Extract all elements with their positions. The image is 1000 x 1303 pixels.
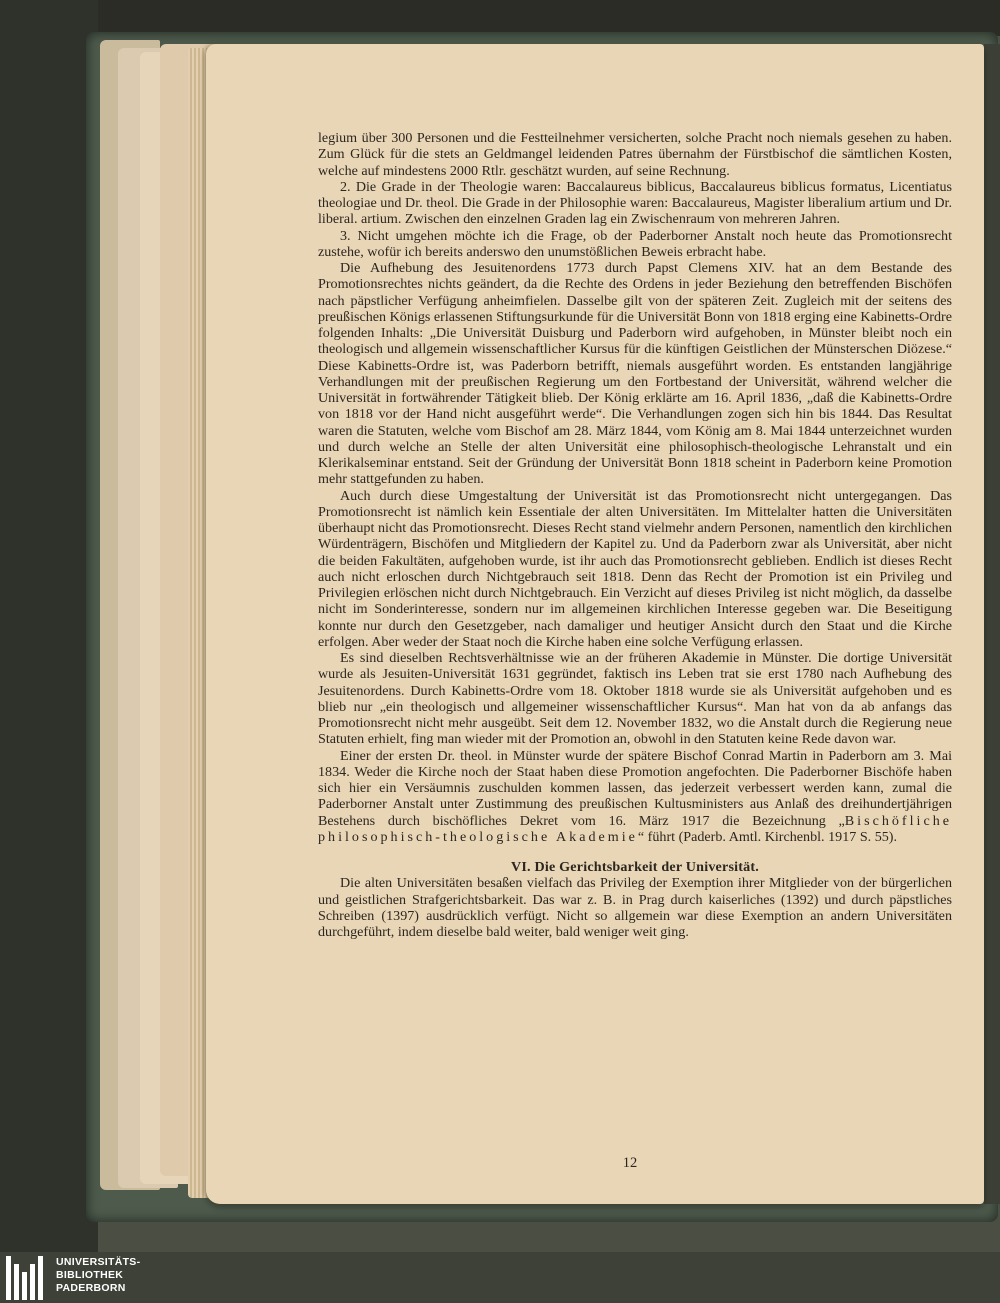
paragraph-text: Einer der ersten Dr. theol. in Münster wurde der spätere Bischof Conrad Martin in Paderborn am 3. Mai 1834. Weder die Kirche noch der Staat haben diese Promotion angefochten. Die Paderborner Bischöfe haben sich hier ein Versäumnis zuschulden kommen lassen, das jederzeit verbessert werden kann, zumal die Paderborner Anstalt unter Zustimmung des preußischen Kultusministers aus Anlaß des dreihundertjährigen Bestehens durch bischöfliches Dekret vom 16. März 1917 die Bezeichnung „ bbox=[318, 747, 952, 829]
section-heading: VI. Die Gerichtsbarkeit der Universität. bbox=[510, 859, 760, 875]
logo-line: UNIVERSITÄTS- bbox=[56, 1256, 141, 1268]
library-logo-icon bbox=[6, 1256, 50, 1300]
library-logo-text bbox=[56, 1256, 140, 1295]
page-body-text bbox=[318, 130, 952, 940]
paragraph: Die alten Universitäten besaßen vielfach das Privileg der Exemption ihrer Mitglieder von der bürgerlichen und geistlichen Strafgerichtsbarkeit. Das war z. B. in Prag durch kaiserliches (1392) und durch päpstliches Schreiben (1397) ausdrücklich verfügt. Nicht so allgemein war diese Exemption an andern Universitäten durchgeführt, indem dieselbe bald weiter, bald weniger weit ging. bbox=[318, 875, 952, 940]
book-spine-band bbox=[984, 44, 1000, 1204]
logo-line: PADERBORN bbox=[56, 1282, 126, 1294]
scan-top-shadow bbox=[0, 0, 1000, 36]
spaced-institution-name: Bischöfliche philosophisch-theologische Akademie bbox=[318, 812, 952, 845]
paragraph-with-spaced-title bbox=[318, 748, 952, 846]
paragraph: Die Aufhebung des Jesuitenordens 1773 durch Papst Clemens XIV. hat an dem Bestande des Promotionsrechtes nichts geändert, da die Rechte des Ordens in jeder Beziehung den betreffenden Bischöfen nach päpstlicher Verfügung anheimfielen. Dasselbe gilt von der späteren Zeit. Zugleich mit der seitens des preußischen Königs erlassenen Stiftungsurkunde für die Universität Bonn von 1818 erging eine Kabinetts-Ordre folgenden Inhalts: „Die Universität Duisburg und Paderborn wird aufgehoben, in Münster bleibt noch ein theologisch und allgemein wissenschaftlicher Kursus für die künftigen Geistlichen der Münsterschen Diözese.“ Diese Kabinetts-Ordre ist, was Paderborn betrifft, niemals ausgeführt worden. Es entstanden langjährige Verhandlungen mit der preußischen Regierung um den Fortbestand der Universität, während welcher die Universität in fortwährender Tätigkeit blieb. Der König erklärte am 16. April 1836, „daß die Kabinetts-Ordre von 1818 vor der Hand nicht ausgeführt werde“. Die Verhandlungen zogen sich hin bis 1844. Das Resultat waren die Statuten, welche vom Bischof am 28. März 1844, vom König am 8. Mai 1844 unterzeichnet wurden und durch welche an Stelle der alten Universität eine philosophisch-theologische Lehranstalt und ein Klerikalseminar entstand. Seit der Gründung der Universität Bonn 1818 scheint in Paderborn keine Promotion mehr stattgefunden zu haben. bbox=[318, 260, 952, 488]
logo-line: BIBLIOTHEK bbox=[56, 1269, 124, 1281]
page-number bbox=[0, 1155, 1000, 1172]
paragraph-text-end: “ führt (Paderb. Amtl. Kirchenbl. 1917 S. 55). bbox=[637, 828, 898, 845]
page-number-text: 12 bbox=[622, 1155, 638, 1171]
paragraph: 2. Die Grade in der Theologie waren: Baccalaureus biblicus, Baccalaureus biblicus formatus, Licentiatus theologiae und Dr. theol. Die Grade in der Philosophie waren: Baccalaureus, Magister liberalium artium und Dr. liberal. artium. Zwischen den einzelnen Graden lag ein Zwischenraum von mehreren Jahren. bbox=[318, 178, 952, 228]
paragraph: Auch durch diese Umgestaltung der Universität ist das Promotionsrecht nicht untergegangen. Das Promotionsrecht ist nämlich kein Essentiale der alten Universitäten. Im Mittelalter hatten die Universitäten überhaupt nicht das Promotionsrecht. Dieses Recht stand vielmehr andern Personen, namentlich den kirchlichen Würdenträgern, Bischöfen und Mitgliedern der Kapitel zu. Und da Paderborn zwar als Universität, aber nicht die beiden Fakultäten, aufgehoben wurde, ist ihr auch das Promotionsrecht geblieben. Endlich ist dieses Recht auch nicht erloschen durch Nichtgebrauch seit 1818. Denn das Recht der Promotion ist ein Privileg und Privilegien erlöschen nicht durch Nichtgebrauch. Ein Verzicht auf dieses Privileg ist nicht möglich, da dasselbe nicht im Sonderinteresse, sondern nur im allgemeinen kirchlichen Interesse gegeben war. Die Beseitigung konnte nur durch den Gesetzgeber, nach damaliger und heutiger Ansicht durch den Staat und die Kirche erfolgen. Aber weder der Staat noch die Kirche haben eine solche Verfügung erlassen. bbox=[318, 487, 952, 650]
paragraph: legium über 300 Personen und die Festteilnehmer versicherten, solche Pracht noch niemals gesehen zu haben. Zum Glück für die stets an Geldmangel leidenden Patres übernahm der Fürstbischof die sämtlichen Kosten, welche auf mindestens 2000 Rtlr. geschätzt wurden, auf seine Rechnung. bbox=[318, 130, 952, 179]
paragraph: 3. Nicht umgehen möchte ich die Frage, ob der Paderborner Anstalt noch heute das Promotionsrecht zustehe, wofür ich bereits anderswo den unumstößlichen Beweis erbracht habe. bbox=[318, 227, 952, 260]
footer-bar bbox=[0, 1252, 1000, 1303]
paragraph: Es sind dieselben Rechtsverhältnisse wie an der früheren Akademie in Münster. Die dortige Universität wurde als Jesuiten-Universität 1631 gegründet, faktisch ins Leben trat sie erst 1780 nach Aufhebung des Jesuitenordens. Durch Kabinetts-Ordre vom 18. Oktober 1818 wurde sie als Universität aufgehoben und es blieb nur „ein theologisch und allgemeiner wissenschaftlicher Kursus“. Man hat von da ab anfangs das Promotionsrecht nicht mehr ausgeübt. Seit dem 12. November 1832, wo die Anstalt durch die Regierung neue Statuten erhielt, fing man wieder mit der Promotion an, obwohl in den Statuten keine Rede davon war. bbox=[318, 650, 952, 748]
scan-left-shadow bbox=[0, 0, 98, 1252]
